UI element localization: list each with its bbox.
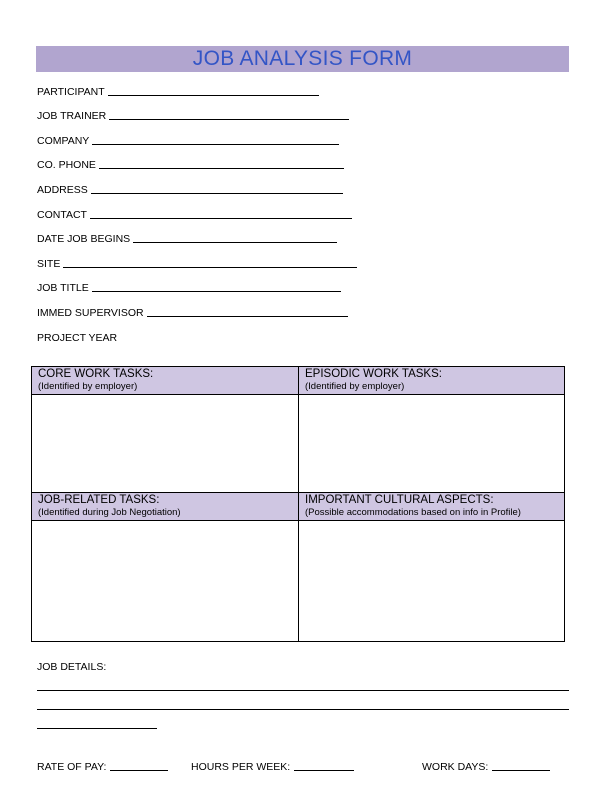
cell-header — [299, 493, 564, 521]
field-line[interactable] — [91, 192, 343, 194]
form-title: JOB ANALYSIS FORM — [192, 47, 413, 70]
field-label: SITE — [37, 258, 61, 270]
job-details-line[interactable] — [37, 709, 569, 710]
work-days-line[interactable] — [492, 769, 550, 771]
cell-episodic-work-tasks[interactable] — [299, 367, 564, 492]
field-immed-supervisor[interactable] — [37, 305, 348, 319]
field-job-trainer[interactable] — [37, 108, 349, 122]
field-line[interactable] — [147, 315, 348, 317]
hours-per-week-label: HOURS PER WEEK: — [191, 761, 291, 773]
field-line[interactable] — [92, 143, 339, 145]
field-address[interactable] — [37, 182, 343, 196]
cell-title: JOB-RELATED TASKS: — [38, 494, 160, 506]
cell-subtitle: (Identified by employer) — [38, 381, 138, 392]
work-days-field[interactable] — [422, 761, 550, 773]
field-label: JOB TITLE — [37, 282, 89, 294]
cell-cultural-aspects[interactable] — [299, 493, 564, 641]
cell-subtitle: (Identified by employer) — [305, 381, 405, 392]
cell-header — [299, 367, 564, 395]
field-company[interactable] — [37, 133, 339, 147]
title-bar — [36, 46, 569, 72]
field-date-job-begins[interactable] — [37, 231, 337, 245]
cell-title: EPISODIC WORK TASKS: — [305, 368, 442, 380]
rate-of-pay-line[interactable] — [110, 769, 168, 771]
job-details-line[interactable] — [37, 728, 157, 729]
field-job-title[interactable] — [37, 280, 341, 294]
cell-header — [32, 367, 298, 395]
field-line[interactable] — [63, 266, 357, 268]
work-days-label: WORK DAYS: — [422, 761, 489, 773]
rate-of-pay-field[interactable] — [37, 761, 168, 773]
field-site[interactable] — [37, 256, 357, 270]
field-label: JOB TRAINER — [37, 110, 107, 122]
cell-subtitle: (Possible accommodations based on info in Profile) — [305, 507, 521, 518]
field-label: COMPANY — [37, 135, 90, 147]
field-line[interactable] — [109, 118, 349, 120]
cell-job-related-tasks[interactable] — [32, 493, 298, 641]
grid-divider-horizontal — [32, 492, 564, 493]
cell-title: CORE WORK TASKS: — [38, 368, 154, 380]
field-label: DATE JOB BEGINS — [37, 233, 131, 245]
task-grid — [31, 366, 565, 642]
field-label: ADDRESS — [37, 184, 88, 196]
field-participant[interactable] — [37, 84, 319, 98]
job-details-line[interactable] — [37, 690, 569, 691]
field-co-phone[interactable] — [37, 157, 344, 171]
field-label: CO. PHONE — [37, 159, 96, 171]
field-label: IMMED SUPERVISOR — [37, 307, 144, 319]
field-label: PROJECT YEAR — [37, 332, 118, 344]
field-label: PARTICIPANT — [37, 86, 105, 98]
hours-per-week-field[interactable] — [191, 761, 354, 773]
field-line[interactable] — [99, 167, 344, 169]
grid-divider-vertical — [298, 367, 299, 641]
cell-core-work-tasks[interactable] — [32, 367, 298, 492]
cell-subtitle: (Identified during Job Negotiation) — [38, 507, 181, 518]
rate-of-pay-label: RATE OF PAY: — [37, 761, 107, 773]
field-label: CONTACT — [37, 209, 87, 221]
cell-title: IMPORTANT CULTURAL ASPECTS: — [305, 494, 494, 506]
field-project-year[interactable] — [37, 330, 120, 344]
field-line[interactable] — [90, 217, 352, 219]
field-contact[interactable] — [37, 207, 352, 221]
field-line[interactable] — [92, 290, 341, 292]
job-details-label: JOB DETAILS: — [37, 661, 107, 673]
field-line[interactable] — [108, 94, 319, 96]
field-line[interactable] — [133, 241, 337, 243]
cell-header — [32, 493, 298, 521]
hours-per-week-line[interactable] — [294, 769, 354, 771]
